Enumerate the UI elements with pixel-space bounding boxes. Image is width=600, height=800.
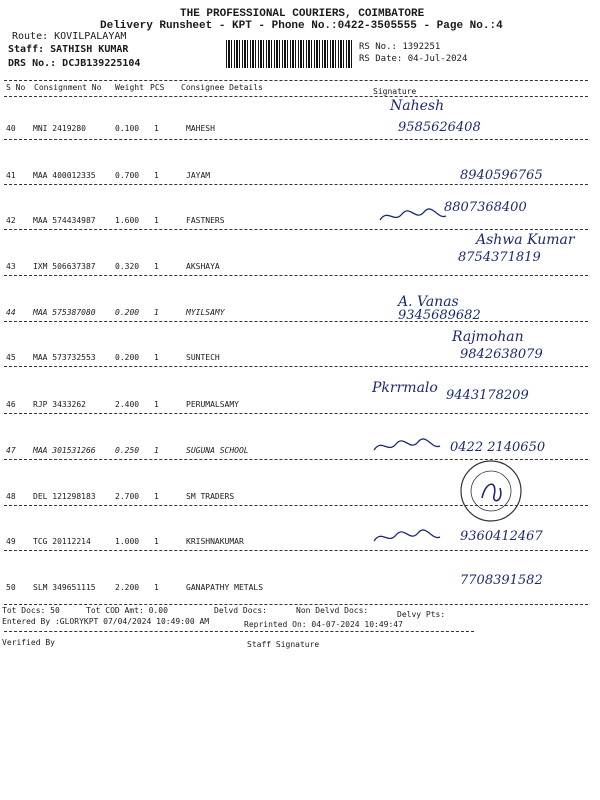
col-signature: Signature (373, 87, 417, 96)
round-stamp-icon (458, 458, 524, 524)
row-signature-phone: 9842638079 (460, 347, 543, 362)
signature-scribble-icon (378, 206, 448, 226)
row-separator (4, 366, 588, 367)
col-sno: S No (6, 83, 26, 92)
row-signature-phone: 9345689682 (398, 308, 481, 323)
row-separator (4, 139, 588, 140)
row-consignee: KRISHNAKUMAR (186, 537, 244, 546)
row-consignment-no: RJP 3433262 (33, 400, 86, 409)
total-cod-amount: Tot COD Amt: 0.00 (86, 606, 168, 615)
row-consignee: FASTNERS (186, 216, 225, 225)
staff-label: Staff: SATHISH KUMAR (8, 44, 129, 55)
row-signature-phone: 9443178209 (446, 388, 529, 403)
entered-by: Entered By :GLORYKPT 07/04/2024 10:49:00 AM (2, 617, 210, 626)
row-consignee: SM TRADERS (186, 492, 235, 501)
row-pcs: 1 (154, 124, 159, 133)
row-weight: 0.700 (115, 171, 140, 180)
reprinted-on: Reprinted On: 04-07-2024 10:49:47 (244, 620, 403, 629)
signature-scribble-icon (372, 436, 442, 456)
row-weight: 0.100 (115, 124, 140, 133)
row-weight: 1.000 (115, 537, 140, 546)
row-consignee: SUNTECH (186, 353, 220, 362)
rs-date: RS Date: 04-Jul-2024 (359, 54, 468, 64)
row-sno: 46 (6, 400, 16, 409)
row-consignment-no: MAA 574434987 (33, 216, 96, 225)
header-top-rule (4, 80, 588, 81)
total-docs: Tot Docs: 50 (2, 606, 60, 615)
row-pcs: 1 (154, 308, 159, 317)
row-signature-name: Pkrrmalo (372, 380, 438, 396)
header-bottom-rule (4, 96, 588, 97)
row-consignment-no: SLM 349651115 (33, 583, 96, 592)
footer-rule (4, 604, 588, 605)
row-consignment-no: MNI 2419280 (33, 124, 86, 133)
col-pcs: PCS (150, 83, 165, 92)
row-separator (4, 229, 588, 230)
row-sno: 45 (6, 353, 16, 362)
row-pcs: 1 (154, 400, 159, 409)
row-consignee: GANAPATHY METALS (186, 583, 264, 592)
col-consignee: Consignee Details (181, 83, 263, 92)
row-separator (4, 413, 588, 414)
row-signature-phone: 9360412467 (460, 529, 543, 544)
row-consignee: AKSHAYA (186, 262, 220, 271)
row-pcs: 1 (154, 353, 159, 362)
rs-number: RS No.: 1392251 (359, 42, 441, 52)
row-weight: 2.700 (115, 492, 140, 501)
row-signature-phone: 0422 2140650 (450, 440, 546, 455)
row-weight: 2.400 (115, 400, 140, 409)
row-weight: 0.200 (115, 353, 140, 362)
row-signature-name: Ashwa Kumar (476, 232, 575, 248)
row-sno: 44 (6, 308, 16, 317)
signature-scribble-icon (372, 527, 442, 547)
row-weight: 0.200 (115, 308, 140, 317)
row-consignment-no: MAA 575387080 (33, 308, 96, 317)
barcode-image (226, 40, 354, 68)
col-weight: Weight (115, 83, 144, 92)
row-consignment-no: MAA 400012335 (33, 171, 96, 180)
row-signature-phone: 8807368400 (444, 200, 527, 215)
row-consignment-no: DEL 121298183 (33, 492, 96, 501)
row-consignee: MAHESH (186, 124, 215, 133)
row-signature-phone: 8754371819 (458, 250, 541, 265)
row-consignment-no: MAA 573732553 (33, 353, 96, 362)
row-sno: 48 (6, 492, 16, 501)
row-sno: 40 (6, 124, 16, 133)
delivered-docs: Delvd Docs: (214, 606, 267, 615)
verified-by: Verified By (2, 638, 55, 647)
row-consignee: JAYAM (186, 171, 211, 180)
row-consignment-no: IXM 506637387 (33, 262, 96, 271)
row-pcs: 1 (154, 537, 159, 546)
row-consignee: PERUMALSAMY (186, 400, 239, 409)
row-weight: 0.320 (115, 262, 140, 271)
row-pcs: 1 (154, 492, 159, 501)
delivery-points: Delvy Pts: (397, 610, 446, 619)
col-consignment: Consignment No (34, 83, 102, 92)
row-separator (4, 550, 588, 551)
row-pcs: 1 (154, 446, 159, 455)
row-separator (4, 321, 588, 322)
row-signature-name: Nahesh (390, 98, 445, 114)
row-sno: 42 (6, 216, 16, 225)
row-signature-name: A. Vanas (398, 294, 459, 310)
staff-signature: Staff Signature (247, 640, 320, 649)
row-pcs: 1 (154, 583, 159, 592)
row-signature-phone: 8940596765 (460, 168, 543, 183)
row-sno: 47 (6, 446, 16, 455)
row-consignee: SUGUNA SCHOOL (186, 446, 249, 455)
row-pcs: 1 (154, 171, 159, 180)
row-consignment-no: MAA 301531266 (33, 446, 96, 455)
drs-number: DRS No.: DCJB139225104 (8, 58, 141, 69)
row-sno: 43 (6, 262, 16, 271)
row-weight: 0.250 (115, 446, 140, 455)
non-delivered-docs: Non Delvd Docs: (296, 606, 369, 615)
route-label: Route: KOVILPALAYAM (12, 31, 127, 42)
row-separator (4, 184, 588, 185)
row-sno: 41 (6, 171, 16, 180)
row-consignee: MYILSAMY (186, 308, 225, 317)
sheet-title: Delivery Runsheet - KPT - Phone No.:0422-3505555 - Page No.:4 (100, 20, 503, 32)
row-separator (4, 275, 588, 276)
row-consignment-no: TCG 20112214 (33, 537, 91, 546)
row-signature-phone: 7708391582 (460, 573, 543, 588)
footer-bottom-rule (4, 631, 474, 632)
row-weight: 2.200 (115, 583, 140, 592)
company-name: THE PROFESSIONAL COURIERS, COIMBATORE (180, 8, 425, 20)
row-signature-name: Rajmohan (452, 329, 524, 345)
row-signature-phone: 9585626408 (398, 120, 481, 135)
row-weight: 1.600 (115, 216, 140, 225)
row-sno: 50 (6, 583, 16, 592)
row-pcs: 1 (154, 216, 159, 225)
row-sno: 49 (6, 537, 16, 546)
row-pcs: 1 (154, 262, 159, 271)
